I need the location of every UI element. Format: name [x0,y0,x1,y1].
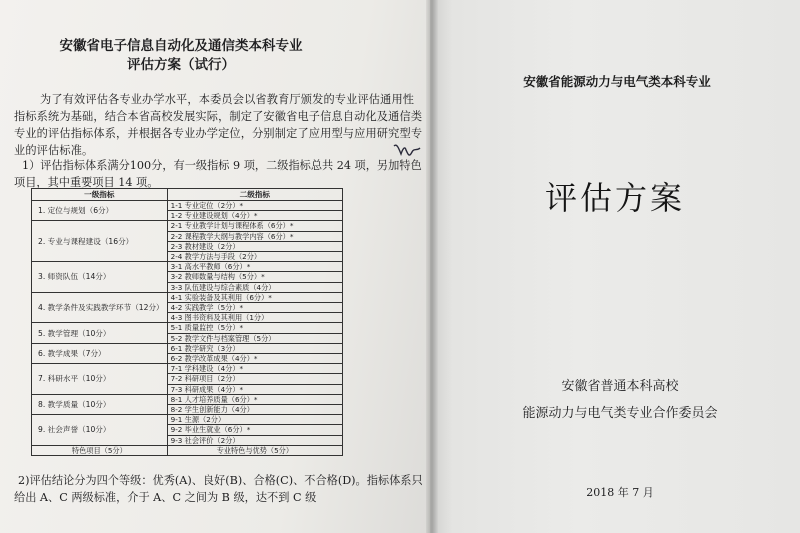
grading-paragraph: 2)评估结论分为四个等级：优秀(A)、良好(B)、合格(C)、不合格(D)。指标体系只给出 A、C 两级标准，介于 A、C 之间为 B 级，达不到 C 级 [14,474,423,504]
table-row [32,364,343,374]
cover-title: 评估方案 [544,179,685,217]
level1-indicator-cell: 1. 定位与规划（6分） [32,201,168,221]
level2-indicator-cell: 4-1 实验装备及其利用（6分）* [167,292,342,302]
special-item-cell: 特色项目（5分） [32,445,168,455]
table-row [32,292,343,302]
cover-date: 2018 年 7 月 [586,486,654,499]
table-row [32,323,343,333]
level2-indicator-cell: 5-1 质量监控（5分）* [167,323,342,333]
left-title-line2: 评估方案（试行） [127,57,235,73]
page-fold-shadow [426,0,438,533]
table-row [32,415,343,425]
cover-header: 安徽省能源动力与电气类本科专业 [523,74,711,89]
level1-indicator-cell: 5. 教学管理（10分） [32,323,168,343]
level1-indicator-cell: 8. 教学质量（10分） [32,394,168,414]
level2-indicator-cell: 7-2 科研项目（2分） [167,374,342,384]
level2-indicator-cell: 9-2 毕业生就业（6分）* [167,425,342,435]
level2-indicator-cell: 9-1 生源（2分） [167,415,342,425]
level1-indicator-cell: 9. 社会声誉（10分） [32,415,168,446]
cover-org-line2: 能源动力与电气类专业合作委员会 [522,406,718,421]
level2-indicator-cell: 3-1 高水平教师（6分）* [167,262,342,272]
level2-indicator-cell: 7-3 科研成果（4分）* [167,384,342,394]
level2-indicator-cell: 2-4 教学方法与手段（2分） [167,252,342,262]
level2-indicator-cell: 3-3 队伍建设与综合素质（4分） [167,282,342,292]
level2-indicator-cell: 1-1 专业定位（2分）* [167,201,342,211]
level1-indicator-cell: 4. 教学条件及实践教学环节（12分） [32,292,168,323]
indicator-table-body [32,201,343,456]
level2-indicator-cell: 2-3 教材建设（2分） [167,241,342,251]
level2-indicator-cell: 4-2 实践教学（5分）* [167,303,342,313]
intro-paragraph: 为了有效评估各专业办学水平，本委员会以省教育厅颁发的专业评估通用性指标系统为基础，结合本省高校发展实际，制定了安徽省电子信息自动化及通信类专业的评估指标体系，并根据各专业办学定位，分别制定了应用型与应用研究型专业的评估标准。 [14,93,423,157]
level2-indicator-cell: 6-2 教学改革成果（4分）* [167,354,342,364]
indicator-table [31,188,343,456]
special-item-detail-cell: 专业特色与优势（5分） [167,445,342,455]
level2-indicator-cell: 1-2 专业建设规划（4分）* [167,211,342,221]
table-row [32,201,343,211]
level2-indicator-cell: 9-3 社会评价（2分） [167,435,342,445]
level2-indicator-cell: 6-1 教学研究（3分） [167,343,342,353]
level2-indicator-cell: 5-2 教学文件与档案管理（5分） [167,333,342,343]
level2-indicator-cell: 8-2 学生创新能力（4分） [167,405,342,415]
table-row-special [32,445,343,455]
table-row [32,394,343,404]
left-title-line1: 安徽省电子信息自动化及通信类本科专业 [59,38,303,54]
level1-indicator-cell: 2. 专业与课程建设（16分） [32,221,168,262]
indicator-summary-paragraph: 1）评估指标体系满分100分，有一级指标 9 项，二级指标总共 24 项，另加特色项目，其中重要项目 14 项。 [14,159,422,189]
level2-indicator-cell: 3-2 教师数量与结构（5分）* [167,272,342,282]
level2-indicator-cell: 2-1 专业教学计划与课程体系（6分）* [167,221,342,231]
level1-indicator-cell: 6. 教学成果（7分） [32,343,168,363]
level1-indicator-cell: 3. 师资队伍（14分） [32,262,168,293]
table-header-level2: 二级指标 [167,189,342,201]
cover-org-line1: 安徽省普通本科高校 [561,379,679,394]
level2-indicator-cell: 2-2 课程教学大纲与教学内容（6分）* [167,231,342,241]
level2-indicator-cell: 8-1 人才培养质量（6分）* [167,394,342,404]
level2-indicator-cell: 7-1 学科建设（4分）* [167,364,342,374]
level1-indicator-cell: 7. 科研水平（10分） [32,364,168,395]
table-header-level1: 一级指标 [32,189,168,201]
table-row [32,262,343,272]
table-row [32,343,343,353]
level2-indicator-cell: 4-3 图书资料及其利用（1分） [167,313,342,323]
pen-scribble-mark [392,140,422,162]
table-row [32,221,343,231]
